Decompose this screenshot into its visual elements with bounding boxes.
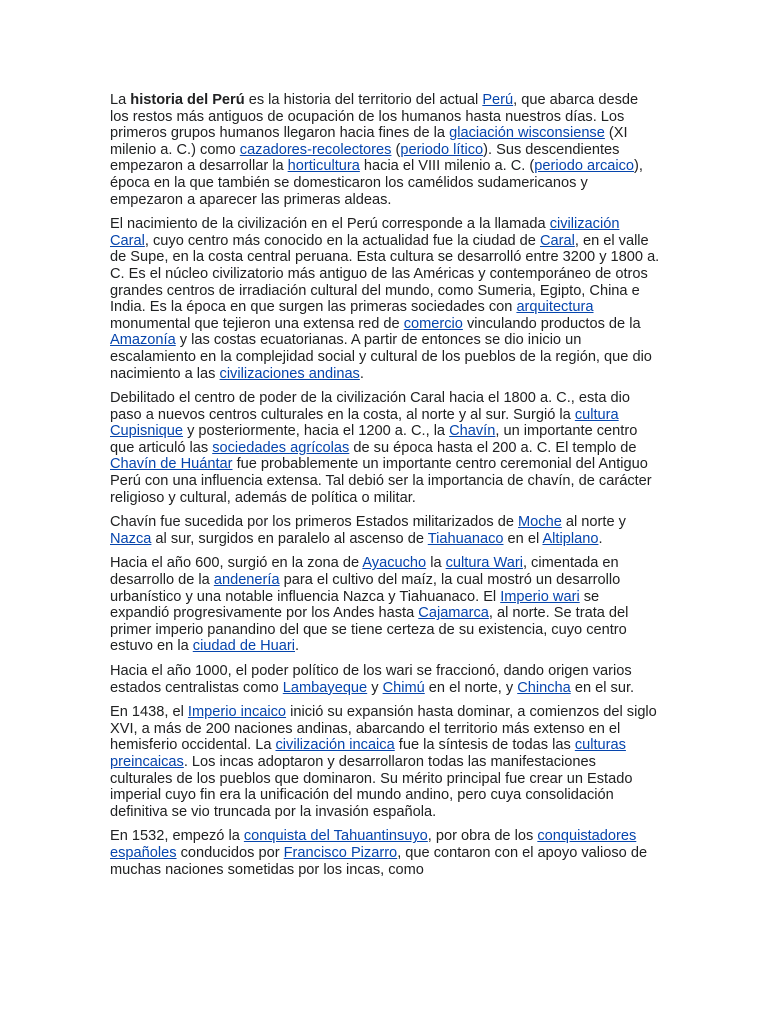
article-text: , que abarca desde los restos más antiguos de ocupación de los humanos hasta nuestros días. Los primeros grupos humanos llegaron hacia fines de la bbox=[110, 92, 639, 142]
article-link[interactable]: Chimú bbox=[382, 679, 425, 696]
article-link[interactable]: conquistadores españoles bbox=[110, 828, 637, 861]
article-paragraph bbox=[110, 216, 660, 382]
article-link[interactable]: civilización incaica bbox=[275, 737, 395, 754]
article-paragraph bbox=[110, 555, 660, 655]
article-text: Debilitado el centro de poder de la civilización Caral hacia el 1800 a. C., esta dio paso a nuevos centros culturales en la costa, al norte y al sur. Surgió la bbox=[110, 390, 631, 423]
article-link[interactable]: Perú bbox=[482, 92, 514, 108]
article-body bbox=[110, 92, 660, 886]
article-link[interactable]: Altiplano bbox=[542, 530, 599, 547]
article-text: al norte y bbox=[561, 514, 626, 531]
article-bold-term: historia del Perú bbox=[130, 92, 245, 108]
article-link[interactable]: periodo arcaico bbox=[534, 158, 635, 175]
article-text: En 1532, empezó la bbox=[110, 828, 244, 845]
article-link[interactable]: comercio bbox=[403, 315, 463, 332]
article-text: inició su expansión hasta dominar, a comienzos del siglo XVI, a más de 200 naciones andinas, abarcando el territorio más extenso en el hemisferio occidental. La bbox=[110, 704, 657, 754]
article-link[interactable]: Nazca bbox=[110, 530, 152, 547]
article-text: ). Sus descendientes empezaron a desarrollar la bbox=[110, 141, 620, 175]
article-text: Chavín fue sucedida por los primeros Estados militarizados de bbox=[110, 514, 519, 531]
article-link[interactable]: cultura Cupisnique bbox=[110, 406, 619, 440]
article-link[interactable]: Tiahuanaco bbox=[427, 530, 504, 547]
article-text: . bbox=[598, 530, 603, 547]
article-text: . bbox=[295, 638, 300, 655]
article-text: y las costas ecuatorianas. A partir de entonces se dio inicio un escalamiento en la complejidad social y cultural de los pueblos de la región, que dio nacimiento a las bbox=[110, 332, 652, 382]
article-text: al sur, surgidos en paralelo al ascenso de bbox=[151, 530, 428, 547]
article-text: fue la síntesis de todas las bbox=[394, 737, 575, 754]
article-text: se expandió progresivamente por los Andes hasta bbox=[110, 588, 600, 622]
article-link[interactable]: cultura Wari bbox=[445, 555, 523, 572]
article-text: de su época hasta el 200 a. C. El templo de bbox=[349, 439, 637, 456]
article-text: en el bbox=[503, 530, 543, 547]
article-link[interactable]: horticultura bbox=[287, 158, 360, 175]
article-link[interactable]: Cajamarca bbox=[418, 605, 489, 622]
article-text: y posteriormente, hacia el 1200 a. C., la bbox=[183, 423, 450, 440]
article-link[interactable]: culturas preincaicas bbox=[110, 737, 626, 770]
article-link[interactable]: Chavín de Huántar bbox=[110, 456, 233, 473]
article-link[interactable]: Lambayeque bbox=[282, 679, 368, 696]
article-link[interactable]: Ayacucho bbox=[362, 555, 427, 572]
article-text: en el sur. bbox=[570, 679, 635, 696]
article-link[interactable]: arquitectura bbox=[516, 299, 594, 316]
article-text: Hacia el año 600, surgió en la zona de bbox=[110, 555, 363, 572]
article-text: , al norte. Se trata del primer imperio panandino del que se tiene certeza de su existencia, cuyo centro estuvo en la bbox=[110, 605, 629, 655]
article-link[interactable]: Chavín bbox=[449, 423, 496, 440]
article-link[interactable]: Amazonía bbox=[110, 332, 176, 349]
article-text: , en el valle de Supe, en la costa central peruana. Esta cultura se desarrolló entre 3200 y 1800 a. C. Es el núcleo civilizatorio más antiguo de las Américas y contemporáneo de otros grandes centros de irradiación cultural del mundo, como Sumeria, Egipto, China e India. Es la época en que surgen las primeras sociedades con bbox=[110, 232, 660, 316]
article-link[interactable]: glaciación wisconsiense bbox=[449, 125, 605, 142]
article-paragraph bbox=[110, 828, 660, 878]
article-link[interactable]: civilizaciones andinas bbox=[219, 365, 360, 382]
article-link[interactable]: cazadores-recolectores bbox=[239, 141, 392, 158]
article-link[interactable]: Chincha bbox=[517, 679, 571, 696]
article-text: fue probablemente un importante centro ceremonial del Antiguo Perú con una influencia extensa. Tal debió ser la importancia de chavín, de carácter religioso y cultural, además de política o militar. bbox=[110, 456, 652, 506]
article-text: , cimentada en desarrollo de la bbox=[110, 555, 619, 589]
article-text: El nacimiento de la civilización en el Perú corresponde a la llamada bbox=[110, 216, 550, 233]
article-link[interactable]: civilización Caral bbox=[110, 216, 620, 249]
article-text: y bbox=[367, 679, 383, 696]
article-link[interactable]: andenería bbox=[213, 572, 280, 589]
article-text: ( bbox=[391, 141, 401, 158]
article-paragraph bbox=[110, 663, 660, 696]
article-link[interactable]: conquista del Tahuantinsuyo bbox=[243, 828, 428, 845]
article-text: . bbox=[359, 365, 364, 382]
article-text: para el cultivo del maíz, la cual mostró un desarrollo urbanístico y una notable influencia Nazca y Tiahuanaco. El bbox=[110, 572, 621, 605]
article-link[interactable]: Moche bbox=[518, 514, 562, 531]
article-link[interactable]: Caral bbox=[539, 232, 575, 249]
article-link[interactable]: periodo lítico bbox=[400, 141, 484, 158]
article-text: , por obra de los bbox=[427, 828, 538, 845]
article-text: , un importante centro que articuló las bbox=[110, 423, 638, 456]
article-text: es la historia del territorio del actual bbox=[244, 92, 483, 108]
article-text: , cuyo centro más conocido en la actualidad fue la ciudad de bbox=[144, 232, 540, 249]
article-text: Hacia el año 1000, el poder político de los wari se fraccionó, dando origen varios estados centralistas como bbox=[110, 663, 632, 696]
article-paragraph bbox=[110, 92, 660, 208]
article-text: vinculando productos de la bbox=[462, 315, 641, 332]
article-text: hacia el VIII milenio a. C. ( bbox=[359, 158, 535, 175]
article-text: monumental que tejieron una extensa red de bbox=[110, 315, 404, 332]
article-text: En 1438, el bbox=[110, 704, 188, 721]
article-link[interactable]: Imperio wari bbox=[500, 588, 580, 605]
article-link[interactable]: Imperio incaico bbox=[187, 704, 287, 721]
article-text: conducidos por bbox=[176, 844, 284, 861]
article-text: ), época en la que también se domesticaron los camélidos sudamericanos y empezaron a aparecer las primeras aldeas. bbox=[110, 158, 643, 208]
article-link[interactable]: sociedades agrícolas bbox=[212, 439, 350, 456]
article-text: , que contaron con el apoyo valioso de muchas naciones sometidas por los incas, como bbox=[110, 844, 648, 878]
article-paragraph bbox=[110, 514, 660, 547]
article-text: en el norte, y bbox=[424, 679, 518, 696]
article-text: . Los incas adoptaron y desarrollaron todas las manifestaciones culturales de los pueblos que dominaron. Su mérito principal fue crear un Estado imperial cuyo fin era la unificación del mundo andino, pero cuya consolidación definitiva se vio truncada por la invasión española. bbox=[110, 753, 633, 820]
article-paragraph bbox=[110, 390, 660, 506]
article-link[interactable]: ciudad de Huari bbox=[192, 638, 295, 655]
article-text: la bbox=[426, 555, 446, 572]
article-text: (XI milenio a. C.) como bbox=[110, 125, 628, 158]
article-paragraph bbox=[110, 704, 660, 820]
article-text: La bbox=[110, 92, 131, 108]
article-link[interactable]: Francisco Pizarro bbox=[283, 844, 398, 861]
